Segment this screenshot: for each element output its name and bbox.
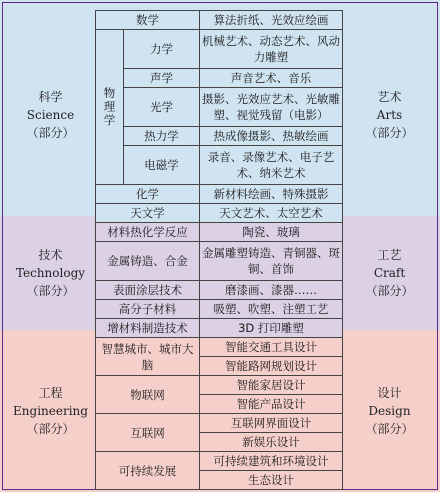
optics-arts-cell: 摄影、光效应艺术、光敏雕塑、视觉残留（电影） bbox=[200, 88, 343, 127]
arts-label-en: Arts bbox=[376, 108, 403, 122]
eng-row-1-design-b: 智能路网规划设计 bbox=[200, 357, 343, 376]
acoustics-cell: 声学 bbox=[124, 69, 200, 88]
thermodynamics-arts-cell: 热成像摄影、热敏绘画 bbox=[200, 127, 343, 146]
science-label bbox=[3, 88, 98, 142]
electromagnetism-arts-cell: 录音、录像艺术、电子艺术、纳米艺术 bbox=[200, 146, 343, 185]
thermodynamics-cell: 热力学 bbox=[124, 127, 200, 146]
optics-cell: 光学 bbox=[124, 88, 200, 127]
tech-row-5-cell: 增材料制造技术 bbox=[96, 319, 200, 338]
tech-row-2-craft-cell: 金属雕塑铸造、青铜器、斑铜、首饰 bbox=[200, 242, 343, 281]
craft-label-en: Craft bbox=[373, 266, 406, 280]
astronomy-arts-cell: 天文艺术、太空艺术 bbox=[200, 204, 343, 223]
mechanics-arts-cell: 机械艺术、动态艺术、风动力雕塑 bbox=[200, 30, 343, 69]
eng-row-2-design-b: 智能产品设计 bbox=[200, 395, 343, 414]
eng-row-2-cell: 物联网 bbox=[96, 376, 200, 414]
tech-row-1-cell: 材料热化学反应 bbox=[96, 223, 200, 242]
acoustics-arts-cell: 声音艺术、音乐 bbox=[200, 69, 343, 88]
eng-row-3-design-b: 新娱乐设计 bbox=[200, 433, 343, 452]
craft-label-cn: 工艺 bbox=[377, 248, 402, 262]
arts-label-note: （部分） bbox=[365, 126, 414, 140]
eng-row-3-design-a: 互联网界面设计 bbox=[200, 414, 343, 433]
engineering-label-cn: 工程 bbox=[38, 386, 63, 400]
chemistry-arts-cell: 新材料绘画、特殊摄影 bbox=[200, 185, 343, 204]
science-label-cn: 科学 bbox=[38, 90, 63, 104]
electromagnetism-cell: 电磁学 bbox=[124, 146, 200, 185]
engineering-label-en: Engineering bbox=[13, 404, 88, 418]
arts-label-cn: 艺术 bbox=[377, 90, 402, 104]
physics-cell: 物理学 bbox=[96, 30, 124, 185]
tech-row-2-cell: 金属铸造、合金 bbox=[96, 242, 200, 281]
eng-row-3-cell: 互联网 bbox=[96, 414, 200, 452]
mechanics-cell: 力学 bbox=[124, 30, 200, 69]
technology-label-note: （部分） bbox=[26, 284, 75, 298]
engineering-label bbox=[3, 384, 98, 438]
eng-row-1-design-a: 智能交通工具设计 bbox=[200, 338, 343, 357]
eng-row-4-cell: 可持续发展 bbox=[96, 452, 200, 490]
chemistry-cell: 化学 bbox=[96, 185, 200, 204]
eng-row-2-design-a: 智能家居设计 bbox=[200, 376, 343, 395]
tech-row-4-cell: 高分子材料 bbox=[96, 300, 200, 319]
tech-row-5-craft-cell: 3D 打印雕塑 bbox=[200, 319, 343, 338]
design-label-cn: 设计 bbox=[377, 386, 402, 400]
technology-label-en: Technology bbox=[15, 266, 86, 280]
science-label-en: Science bbox=[26, 108, 75, 122]
arts-label bbox=[342, 88, 437, 142]
tech-row-3-craft-cell: 磨漆画、漆器…… bbox=[200, 281, 343, 300]
science-label-note: （部分） bbox=[26, 126, 75, 140]
design-label-note: （部分） bbox=[365, 422, 414, 436]
eng-row-4-design-b: 生态设计 bbox=[200, 471, 343, 490]
tech-row-4-craft-cell: 吸塑、吹塑、注塑工艺 bbox=[200, 300, 343, 319]
technology-label bbox=[3, 246, 98, 300]
craft-label-note: （部分） bbox=[365, 284, 414, 298]
technology-label-cn: 技术 bbox=[38, 248, 63, 262]
eng-row-4-design-a: 可持续建筑和环境设计 bbox=[200, 452, 343, 471]
math-cell: 数学 bbox=[96, 11, 200, 30]
tech-row-3-cell: 表面涂层技术 bbox=[96, 281, 200, 300]
mapping-table bbox=[95, 10, 343, 490]
eng-row-1-cell: 智慧城市、城市大脑 bbox=[96, 338, 200, 376]
craft-label bbox=[342, 246, 437, 300]
astronomy-cell: 天文学 bbox=[96, 204, 200, 223]
engineering-label-note: （部分） bbox=[26, 422, 75, 436]
tech-row-1-craft-cell: 陶瓷、玻璃 bbox=[200, 223, 343, 242]
math-arts-cell: 算法折纸、光效应绘画 bbox=[200, 11, 343, 30]
design-label bbox=[342, 384, 437, 438]
design-label-en: Design bbox=[368, 404, 411, 418]
